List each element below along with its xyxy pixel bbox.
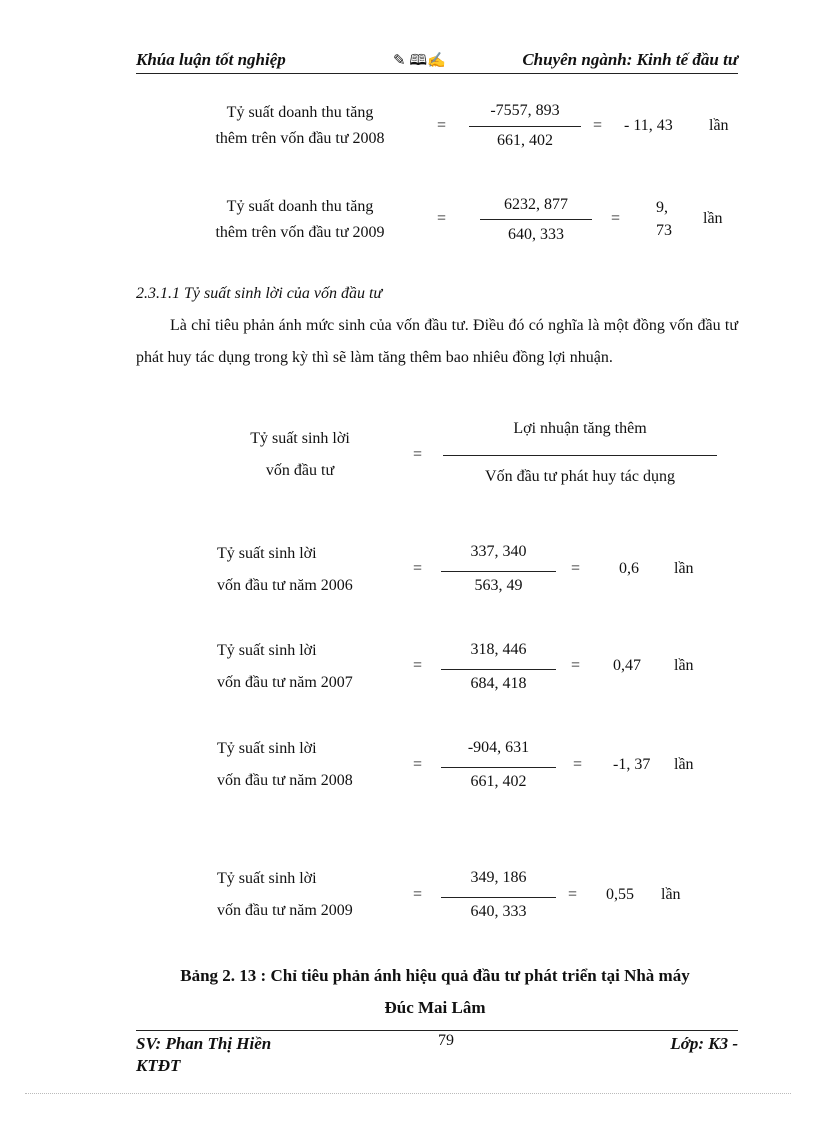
unit-label: lần bbox=[674, 560, 694, 577]
unit-label: lần bbox=[703, 210, 723, 227]
numerator: -7557, 893 bbox=[490, 102, 560, 119]
header-left-text: Khúa luận tốt nghiệp bbox=[136, 50, 286, 69]
ratio-label-line1: Tỷ suất sinh lời bbox=[217, 642, 317, 659]
ratio-result: 0,6 bbox=[619, 560, 639, 577]
unit-label: lần bbox=[674, 657, 694, 674]
footer-major: KTĐT bbox=[136, 1056, 181, 1075]
fraction-bar bbox=[443, 455, 717, 456]
numerator: -904, 631 bbox=[467, 739, 530, 756]
ratio-label-line2: thêm trên vốn đầu tư 2008 bbox=[215, 130, 385, 147]
equals-sign: = bbox=[568, 886, 578, 903]
page-number: 79 bbox=[438, 1032, 454, 1049]
equals-sign: = bbox=[413, 446, 423, 463]
ratio-label-line1: Tỷ suất doanh thu tăng bbox=[226, 104, 374, 121]
ratio-result: - 11, 43 bbox=[624, 117, 673, 134]
ratio-label-line2: vốn đầu tư năm 2007 bbox=[217, 674, 353, 691]
page-edge-dots bbox=[25, 1093, 791, 1094]
equals-sign: = bbox=[437, 117, 447, 134]
section-heading: 2.3.1.1 Tỷ suất sinh lời của vốn đầu tư bbox=[136, 285, 383, 302]
fraction-bar bbox=[441, 767, 556, 768]
numerator: 337, 340 bbox=[470, 543, 527, 560]
fraction-bar bbox=[441, 571, 556, 572]
ratio-result: 0,47 bbox=[613, 657, 641, 674]
equals-sign: = bbox=[413, 756, 423, 773]
denominator: 684, 418 bbox=[470, 675, 527, 692]
section-paragraph: Là chỉ tiêu phản ánh mức sinh của vốn đầu tư. Điều đó có nghĩa là một đồng vốn đầu tư phát huy tác dụng trong kỳ thì sẽ làm tăng thêm bao nhiêu đồng lợi nhuận. bbox=[136, 317, 738, 366]
header-ornament-icon: ✎ 🕮✍ bbox=[393, 53, 446, 69]
denominator: 640, 333 bbox=[508, 226, 564, 243]
ratio-label-line1: Tỷ suất sinh lời bbox=[217, 545, 317, 562]
denominator: 661, 402 bbox=[470, 773, 527, 790]
footer-student: SV: Phan Thị Hiền bbox=[136, 1034, 272, 1053]
equals-sign: = bbox=[437, 210, 447, 227]
fraction-bar bbox=[480, 219, 592, 220]
numerator: 6232, 877 bbox=[504, 196, 568, 213]
unit-label: lần bbox=[674, 756, 694, 773]
unit-label: lần bbox=[709, 117, 729, 134]
header-right-text: Chuyên ngành: Kinh tế đầu tư bbox=[522, 50, 738, 69]
equals-sign: = bbox=[413, 886, 423, 903]
formula-numerator: Lợi nhuận tăng thêm bbox=[513, 420, 647, 437]
equals-sign: = bbox=[573, 756, 583, 773]
ratio-label-line2: vốn đầu tư năm 2009 bbox=[217, 902, 353, 919]
equals-sign: = bbox=[413, 560, 423, 577]
equals-sign: = bbox=[413, 657, 423, 674]
numerator: 318, 446 bbox=[470, 641, 527, 658]
header-rule bbox=[136, 73, 738, 74]
formula-denominator: Vốn đầu tư phát huy tác dụng bbox=[485, 468, 675, 485]
numerator: 349, 186 bbox=[470, 869, 527, 886]
ratio-label-line2: thêm trên vốn đầu tư 2009 bbox=[215, 224, 385, 241]
ratio-result-part2: 73 bbox=[656, 222, 672, 239]
denominator: 640, 333 bbox=[470, 903, 527, 920]
ratio-label-line1: Tỷ suất doanh thu tăng bbox=[226, 198, 374, 215]
table-caption-line2: Đúc Mai Lâm bbox=[384, 998, 486, 1017]
ratio-result: -1, 37 bbox=[613, 756, 651, 773]
footer-class: Lớp: K3 - bbox=[670, 1034, 738, 1053]
unit-label: lần bbox=[661, 886, 681, 903]
equals-sign: = bbox=[593, 117, 603, 134]
fraction-bar bbox=[469, 126, 581, 127]
equals-sign: = bbox=[611, 210, 621, 227]
fraction-bar bbox=[441, 669, 556, 670]
fraction-bar bbox=[441, 897, 556, 898]
table-caption-line1: Bảng 2. 13 : Chỉ tiêu phản ánh hiệu quả đầu tư phát triển tại Nhà máy bbox=[180, 966, 690, 985]
ratio-label-line2: vốn đầu tư năm 2008 bbox=[217, 772, 353, 789]
formula-label-line1: Tỷ suất sinh lời bbox=[250, 430, 350, 447]
denominator: 661, 402 bbox=[497, 132, 553, 149]
equals-sign: = bbox=[571, 560, 581, 577]
ratio-label-line1: Tỷ suất sinh lời bbox=[217, 870, 317, 887]
ratio-label-line2: vốn đầu tư năm 2006 bbox=[217, 577, 353, 594]
denominator: 563, 49 bbox=[474, 577, 523, 594]
ratio-result-part1: 9, bbox=[656, 199, 668, 216]
footer-rule bbox=[136, 1030, 738, 1031]
ratio-result: 0,55 bbox=[606, 886, 634, 903]
equals-sign: = bbox=[571, 657, 581, 674]
ratio-label-line1: Tỷ suất sinh lời bbox=[217, 740, 317, 757]
formula-label-line2: vốn đầu tư bbox=[265, 462, 335, 479]
